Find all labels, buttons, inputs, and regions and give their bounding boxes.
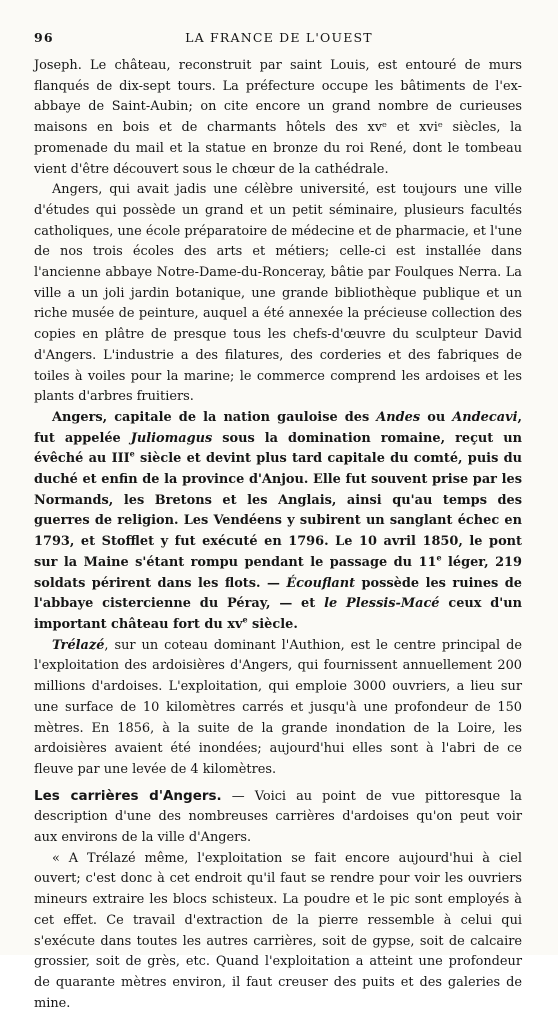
text-span: , sur un coteau dominant l'Authion, est le centre principal de l'exploitation des ardoisières d'Angers, qui fournissent annuellement 200 millions d'ardoises. L'exploitation, qui emploie 3000 ouvriers, a lieu sur une surface de 10 kilomètres carrés et jusqu'à une profondeur de 150 mètres. En 1856, à la suite de la grande inondation de la Loire, les ardoisières avaient été inondées; aujourd'hui elles sont à l'abri de ce fleuve par une levée de 4 kilomètres. [34,637,522,777]
place-name-plessis-mace: Plessis-Macé [346,596,440,612]
place-name-trelaze: Trélazé [52,637,105,653]
paragraph-trelaze [34,636,522,781]
superscript: e [129,449,135,460]
paragraph-chateau: Joseph. Le château, reconstruit par saint Louis, est entouré de murs flanqués de dix-sept tours. La préfecture occupe les bâtiments de l'ex-abbaye de Saint-Aubin; on cite encore un grand nombre de curieuses maisons en bois et de charmants hôtels des xvᵉ et xviᵉ siècles, la promenade du mail et la statue en bronze du roi René, dont le tombeau vient d'être découvert sous le chœur de la cathédrale. [34,58,522,177]
place-name-article: le [324,596,347,612]
text-span: — Voici au point de vue pittoresque la description d'une des nombreuses carrières d'ardoises qu'on peut voir aux environs de la ville d'Angers. [34,788,522,846]
page-header [34,30,524,46]
page-body [34,56,522,1014]
superscript: e [242,614,248,625]
paragraph-carrieres [34,786,522,849]
text-span: ceux d'un important château fort du xv [34,596,523,632]
text-span: sous la domination romaine, reçut un évêché au [34,430,523,467]
superscript: e [436,552,442,563]
text-span: siècle. [247,616,298,632]
paragraph-universite: Angers, qui avait jadis une célèbre université, est toujours une ville d'études qui possède un grand et un petit séminaire, plusieurs facultés catholiques, une école préparatoire de médecine et de pharmacie, et l'une de nos trois écoles des arts et métiers; celle-ci est installée dans l'ancienne abbaye Notre-Dame-du-Ronceray, bâtie par Foulques Nerra. La ville a un joli jardin botanique, une grande bibliothèque publique et un riche musée de peinture, auquel a été annexée la précieuse collection des copies en plâtre de presque tous les chefs-d'œuvre du sculpteur David d'Angers. L'industrie a des filatures, des corderies et des fabriques de toiles à voiles pour la marine; le commerce comprend les ardoises et les plants d'arbres fruitiers. [34,182,522,405]
century-numeral: III [111,451,130,467]
section-heading: Les carrières d'Angers. [34,787,222,804]
text-span: possède les ruines de l'abbaye cistercienne du Péray, — et [34,575,522,612]
place-name-ecouflant: Écouflant [286,575,356,591]
running-head: LA FRANCE DE L'OUEST [185,30,373,45]
italic-term: Andes [376,409,421,425]
page-number: 96 [34,30,54,45]
paragraph-histoire [34,408,522,636]
text-span: , fut appelée [34,409,522,446]
text-span: Angers, capitale de la nation gauloise des [52,409,377,425]
regiment-number: 11 [418,554,437,570]
text-span: léger, 219 soldats périrent dans les flots. — [34,554,522,591]
italic-term: Andecavi [452,409,518,425]
text-span: ou [420,409,453,425]
italic-term: Juliomagus [130,430,213,446]
text-span: siècle et devint plus tard capitale du comté, puis du duché et enfin de la province d'Anjou. Elle fut souvent prise par les Normands, les Bretons et les Anglais, ainsi qu'au temps des guerres de religion. Les Vendéens y subirent un sanglant échec en 1793, et Stofflet y fut exécuté en 1796. Le 10 avril 1850, le pont sur la Maine s'étant rompu pendant le passage du [34,451,522,570]
paragraph-citation: « A Trélazé même, l'exploitation se fait encore aujourd'hui à ciel ouvert; c'est donc à cet endroit qu'il faut se rendre pour voir les ouvriers mineurs extraire les blocs schisteux. La poudre et le pic sont employés à cet effet. Ce travail d'extraction de la pierre ressemble à celui qui s'exécute dans toutes les autres carrières, soit de gypse, soit de calcaire grossier, soit de grès, etc. Quand l'exploitation a atteint une profondeur de quarante mètres environ, il faut creuser des puits et des galeries de mine. [34,850,522,1011]
